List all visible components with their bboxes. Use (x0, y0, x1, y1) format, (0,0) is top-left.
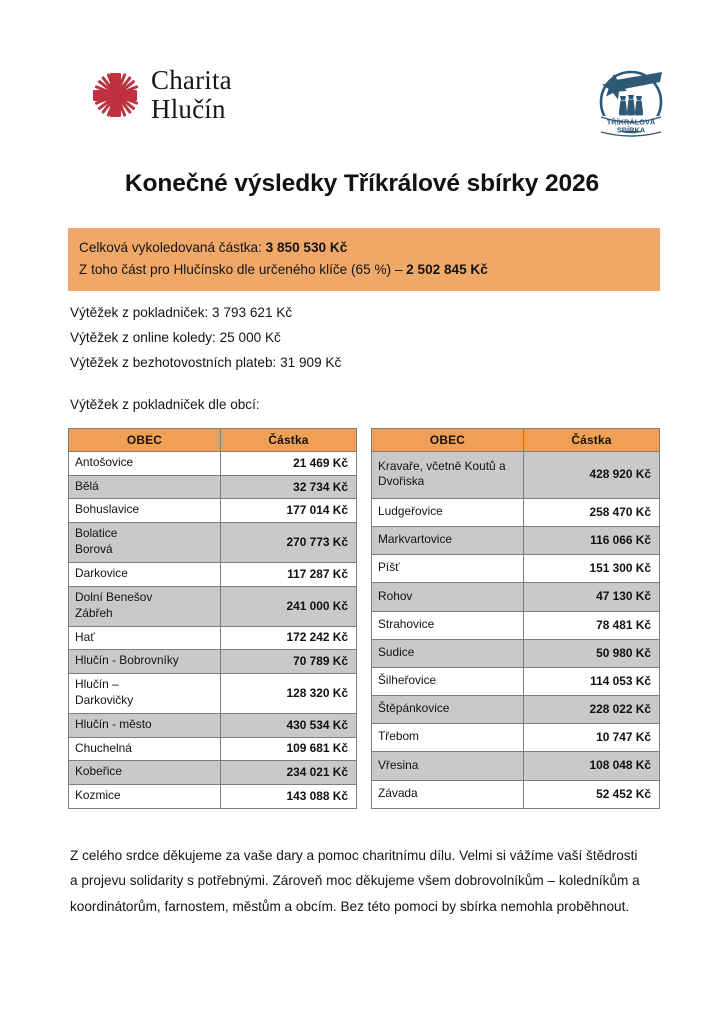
table-row (69, 452, 357, 476)
table-row (372, 780, 660, 808)
cell-amount: 258 470 Kč (524, 498, 660, 526)
cell-amount: 228 022 Kč (524, 696, 660, 724)
table-row (69, 737, 357, 761)
cell-amount: 428 920 Kč (524, 452, 660, 499)
cell-municipality: Ludgeřovice (372, 498, 524, 526)
trikralova-sbirka-logo (590, 62, 672, 138)
cell-municipality: Dolní Benešov Zábřeh (69, 586, 221, 626)
header-logos (68, 66, 672, 142)
cell-amount: 32 734 Kč (221, 475, 357, 499)
table-row (69, 586, 357, 626)
cell-municipality: Hlučín - Bobrovníky (69, 650, 221, 674)
column-header-castka: Částka (221, 429, 357, 452)
tks-logo-text-line-1: TŘÍKRÁLOVÁ (606, 117, 656, 127)
cell-municipality: Vřesina (372, 752, 524, 780)
charita-logo-wordmark (151, 66, 232, 124)
cell-municipality: Kozmice (69, 785, 221, 809)
column-header-obec: OBEC (69, 429, 221, 452)
table-row (69, 650, 357, 674)
cell-municipality: Kravaře, včetně Koutů a Dvořiska (372, 452, 524, 499)
table-row (69, 713, 357, 737)
table-row (69, 785, 357, 809)
column-header-castka: Částka (524, 429, 660, 452)
caritas-cross-icon (92, 72, 138, 118)
table-row (372, 611, 660, 639)
table-row (69, 523, 357, 563)
charita-hlucin-logo (92, 66, 232, 124)
table-row (372, 498, 660, 526)
three-kings-circle-icon (590, 62, 672, 138)
table-row (69, 475, 357, 499)
breakdown-line-cashboxes: Výtěžek z pokladniček: 3 793 621 Kč (70, 305, 293, 320)
closing-paragraph: Z celého srdce děkujeme za vaše dary a pomoc charitnímu dílu. Velmi si vážíme vaší štědrosti a projevu solidarity s potřebnými. Zároveň moc děkujeme všem dobrovolníkům – koledníkům a koordinátorům, farnostem, městům a obcím. Bez této pomoci by sbírka nemohla proběhnout. (70, 847, 640, 914)
total-collected-label: Celková vykoledovaná částka: (79, 240, 262, 255)
cell-amount: 70 789 Kč (221, 650, 357, 674)
table-header-row (69, 429, 357, 452)
table-row (372, 752, 660, 780)
cell-amount: 10 747 Kč (524, 724, 660, 752)
cell-amount: 270 773 Kč (221, 523, 357, 563)
cell-municipality: Bělá (69, 475, 221, 499)
cell-amount: 21 469 Kč (221, 452, 357, 476)
breakdown-lines (70, 300, 630, 375)
cell-amount: 143 088 Kč (221, 785, 357, 809)
hlucinsko-share-label: Z toho část pro Hlučínsko dle určeného klíče (65 %) – (79, 262, 403, 278)
cell-municipality: Kobeřice (69, 761, 221, 785)
cell-municipality: Hlučín - město (69, 713, 221, 737)
cell-municipality: Šilheřovice (372, 667, 524, 695)
table-row (372, 555, 660, 583)
cell-municipality: Darkovice (69, 563, 221, 587)
cell-municipality: Antošovice (69, 452, 221, 476)
table-row (372, 527, 660, 555)
cell-municipality: Bohuslavice (69, 499, 221, 523)
cell-amount: 241 000 Kč (221, 586, 357, 626)
cell-amount: 114 053 Kč (524, 667, 660, 695)
table-left-body (69, 452, 357, 809)
cell-municipality: Třebom (372, 724, 524, 752)
cell-amount: 430 534 Kč (221, 713, 357, 737)
cell-amount: 172 242 Kč (221, 626, 357, 650)
cell-amount: 177 014 Kč (221, 499, 357, 523)
cell-amount: 47 130 Kč (524, 583, 660, 611)
table-row (69, 674, 357, 714)
cell-amount: 78 481 Kč (524, 611, 660, 639)
charita-logo-line-2: Hlučín (151, 94, 226, 125)
cell-municipality: Chuchelná (69, 737, 221, 761)
tables-subcaption: Výtěžek z pokladniček dle obcí: (70, 397, 260, 412)
table-row (372, 583, 660, 611)
cell-municipality: Píšť (372, 555, 524, 583)
cell-municipality: Hať (69, 626, 221, 650)
breakdown-line-cashless: Výtěžek z bezhotovostních plateb: 31 909 Kč (70, 355, 342, 370)
breakdown-line-online: Výtěžek z online koledy: 25 000 Kč (70, 330, 281, 345)
cell-municipality: Bolatice Borová (69, 523, 221, 563)
cell-amount: 50 980 Kč (524, 639, 660, 667)
cell-amount: 109 681 Kč (221, 737, 357, 761)
hlucinsko-share-value: 2 502 845 Kč (406, 262, 488, 278)
table-row (69, 626, 357, 650)
table-row (372, 724, 660, 752)
table-row (69, 499, 357, 523)
cell-amount: 128 320 Kč (221, 674, 357, 714)
cell-municipality: Rohov (372, 583, 524, 611)
table-row (69, 563, 357, 587)
cell-municipality: Štěpánkovice (372, 696, 524, 724)
table-row (69, 761, 357, 785)
column-header-obec: OBEC (372, 429, 524, 452)
table-row (372, 452, 660, 499)
table-right-body (372, 452, 660, 809)
cell-municipality: Hlučín – Darkovičky (69, 674, 221, 714)
cell-amount: 117 287 Kč (221, 563, 357, 587)
table-header-row (372, 429, 660, 452)
municipality-table-right (371, 428, 660, 809)
charita-logo-line-1: Charita (151, 65, 232, 95)
cell-amount: 52 452 Kč (524, 780, 660, 808)
cell-amount: 151 300 Kč (524, 555, 660, 583)
table-row (372, 667, 660, 695)
cell-municipality: Sudice (372, 639, 524, 667)
tks-logo-text-line-2: SBÍRKA (616, 125, 646, 135)
table-row (372, 696, 660, 724)
table-row (372, 639, 660, 667)
cell-municipality: Závada (372, 780, 524, 808)
cell-amount: 108 048 Kč (524, 752, 660, 780)
municipality-table-left (68, 428, 357, 809)
cell-amount: 116 066 Kč (524, 527, 660, 555)
total-collected-line (79, 237, 649, 259)
hlucinsko-share-line (79, 259, 649, 281)
cell-amount: 234 021 Kč (221, 761, 357, 785)
total-collected-value: 3 850 530 Kč (265, 240, 348, 255)
municipality-tables (68, 428, 660, 809)
page-title: Konečné výsledky Tříkrálové sbírky 2026 (124, 170, 600, 197)
cell-municipality: Strahovice (372, 611, 524, 639)
cell-municipality: Markvartovice (372, 527, 524, 555)
total-summary-box (68, 228, 660, 291)
